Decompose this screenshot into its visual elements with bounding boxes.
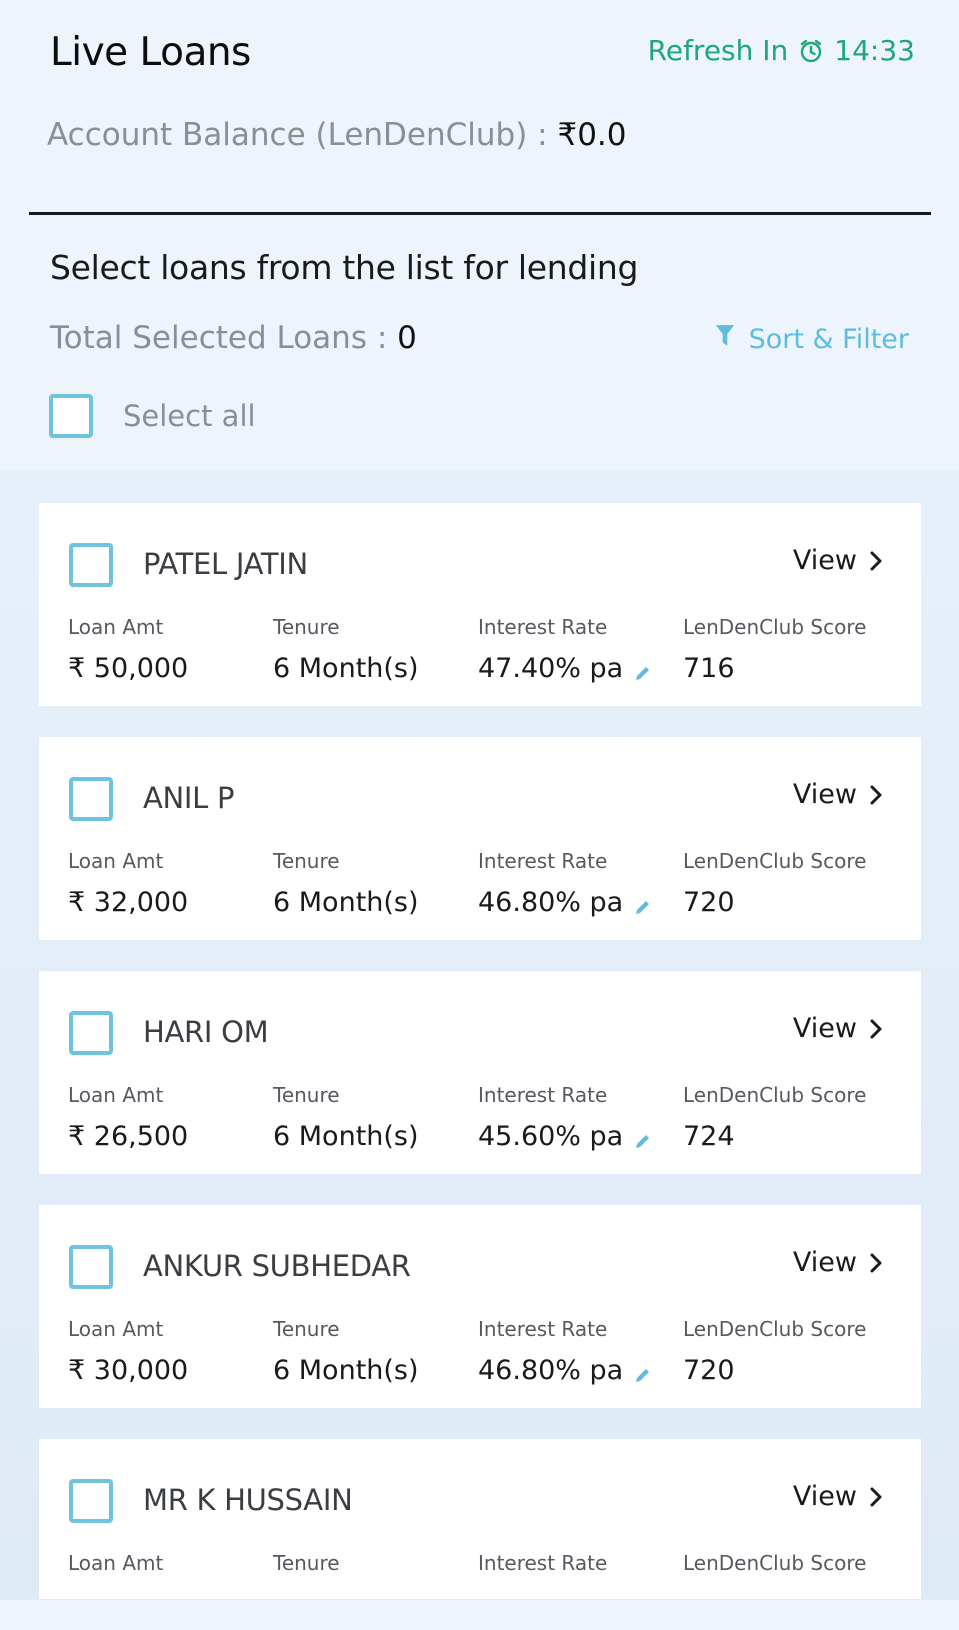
loan-card [39, 971, 921, 1174]
loan-amount-value: ₹ 30,000 [68, 1355, 189, 1386]
loan-card [39, 503, 921, 706]
loan-card [39, 1439, 921, 1599]
score-col [683, 1083, 888, 1152]
view-label: View [792, 1247, 857, 1278]
tenure-col [273, 1551, 478, 1581]
interest-value: 45.60% pa [478, 1121, 624, 1152]
chevron-right-icon [869, 1018, 883, 1040]
chevron-right-icon [869, 784, 883, 806]
tenure-col [273, 615, 478, 684]
tenure-label: Tenure [273, 615, 340, 639]
chevron-right-icon [869, 1252, 883, 1274]
view-label: View [792, 779, 857, 810]
interest-value: 46.80% pa [478, 1355, 624, 1386]
score-label: LenDenClub Score [683, 1317, 867, 1341]
score-label: LenDenClub Score [683, 849, 867, 873]
sort-filter-label: Sort & Filter [748, 324, 909, 355]
view-label: View [792, 545, 857, 576]
interest-col [478, 849, 683, 918]
loan-details [68, 1317, 898, 1386]
tenure-col [273, 1317, 478, 1386]
loan-card [39, 737, 921, 940]
header-panel [0, 0, 959, 470]
refresh-time: 14:33 [834, 34, 915, 67]
loan-select-checkbox[interactable] [69, 1479, 113, 1523]
page-title: Live Loans [50, 30, 251, 75]
interest-label: Interest Rate [478, 615, 608, 639]
tenure-col [273, 849, 478, 918]
tenure-value: 6 Month(s) [273, 1121, 419, 1152]
interest-col [478, 1317, 683, 1386]
score-col [683, 1551, 888, 1581]
interest-col [478, 1083, 683, 1152]
loan-amount-label: Loan Amt [68, 1551, 164, 1575]
view-loan-button[interactable] [793, 545, 883, 576]
filter-funnel-icon [715, 324, 735, 355]
score-value: 724 [683, 1121, 735, 1152]
interest-row [478, 1121, 683, 1152]
score-col [683, 615, 888, 684]
score-label: LenDenClub Score [683, 1083, 867, 1107]
section-subtitle: Select loans from the list for lending [50, 248, 639, 287]
borrower-name: HARI OM [143, 1015, 269, 1049]
tenure-label: Tenure [273, 1083, 340, 1107]
loan-amount-label: Loan Amt [68, 1083, 164, 1107]
interest-label: Interest Rate [478, 849, 608, 873]
score-value: 720 [683, 1355, 735, 1386]
loan-amount-col [68, 1083, 273, 1152]
refresh-timer [648, 34, 915, 67]
loan-amount-label: Loan Amt [68, 615, 164, 639]
chevron-right-icon [869, 550, 883, 572]
total-selected [50, 320, 417, 356]
loan-amount-col [68, 849, 273, 918]
loan-select-checkbox[interactable] [69, 777, 113, 821]
loan-details [68, 615, 898, 684]
loan-select-checkbox[interactable] [69, 543, 113, 587]
account-balance [47, 117, 627, 153]
score-value: 720 [683, 887, 735, 918]
score-value: 716 [683, 653, 735, 684]
view-loan-button[interactable] [793, 1247, 883, 1278]
pencil-icon[interactable] [633, 1127, 653, 1147]
score-label: LenDenClub Score [683, 1551, 867, 1575]
view-loan-button[interactable] [793, 1013, 883, 1044]
balance-value: ₹0.0 [557, 117, 627, 153]
interest-value: 47.40% pa [478, 653, 624, 684]
chevron-right-icon [869, 1486, 883, 1508]
borrower-name: MR K HUSSAIN [143, 1483, 353, 1517]
interest-row [478, 1355, 683, 1386]
interest-row [478, 887, 683, 918]
interest-col [478, 615, 683, 684]
tenure-label: Tenure [273, 1551, 340, 1575]
sort-filter-button[interactable] [715, 324, 909, 355]
score-col [683, 849, 888, 918]
loan-amount-label: Loan Amt [68, 849, 164, 873]
interest-label: Interest Rate [478, 1551, 608, 1575]
loan-amount-col [68, 1317, 273, 1386]
pencil-icon[interactable] [633, 893, 653, 913]
score-label: LenDenClub Score [683, 615, 867, 639]
loan-details [68, 1551, 898, 1581]
tenure-col [273, 1083, 478, 1152]
interest-label: Interest Rate [478, 1083, 608, 1107]
select-all-row[interactable] [49, 394, 256, 438]
balance-label: Account Balance (LenDenClub) : [47, 117, 558, 153]
select-all-checkbox[interactable] [49, 394, 93, 438]
view-label: View [792, 1481, 857, 1512]
loan-details [68, 1083, 898, 1152]
tenure-value: 6 Month(s) [273, 1355, 419, 1386]
loan-details [68, 849, 898, 918]
tenure-label: Tenure [273, 1317, 340, 1341]
pencil-icon[interactable] [633, 659, 653, 679]
borrower-name: ANKUR SUBHEDAR [143, 1249, 411, 1283]
loan-amount-label: Loan Amt [68, 1317, 164, 1341]
tenure-value: 6 Month(s) [273, 653, 419, 684]
total-selected-label: Total Selected Loans : [50, 320, 398, 356]
score-col [683, 1317, 888, 1386]
borrower-name: PATEL JATIN [143, 547, 308, 581]
loan-amount-col [68, 615, 273, 684]
interest-value: 46.80% pa [478, 887, 624, 918]
loan-amount-value: ₹ 32,000 [68, 887, 189, 918]
total-selected-value: 0 [397, 320, 417, 356]
tenure-label: Tenure [273, 849, 340, 873]
loan-select-checkbox[interactable] [69, 1011, 113, 1055]
loan-list [39, 503, 921, 1630]
select-all-label: Select all [123, 399, 256, 433]
view-loan-button[interactable] [793, 779, 883, 810]
alarm-clock-icon [798, 38, 824, 64]
loan-amount-value: ₹ 50,000 [68, 653, 189, 684]
interest-col [478, 1551, 683, 1581]
refresh-label: Refresh In [647, 34, 789, 67]
pencil-icon[interactable] [633, 1361, 653, 1381]
tenure-value: 6 Month(s) [273, 887, 419, 918]
loan-select-checkbox[interactable] [69, 1245, 113, 1289]
interest-label: Interest Rate [478, 1317, 608, 1341]
view-label: View [792, 1013, 857, 1044]
interest-row [478, 653, 683, 684]
loan-amount-value: ₹ 26,500 [68, 1121, 189, 1152]
divider [29, 212, 931, 215]
loan-card [39, 1205, 921, 1408]
borrower-name: ANIL P [143, 781, 235, 815]
view-loan-button[interactable] [793, 1481, 883, 1512]
loan-amount-col [68, 1551, 273, 1581]
